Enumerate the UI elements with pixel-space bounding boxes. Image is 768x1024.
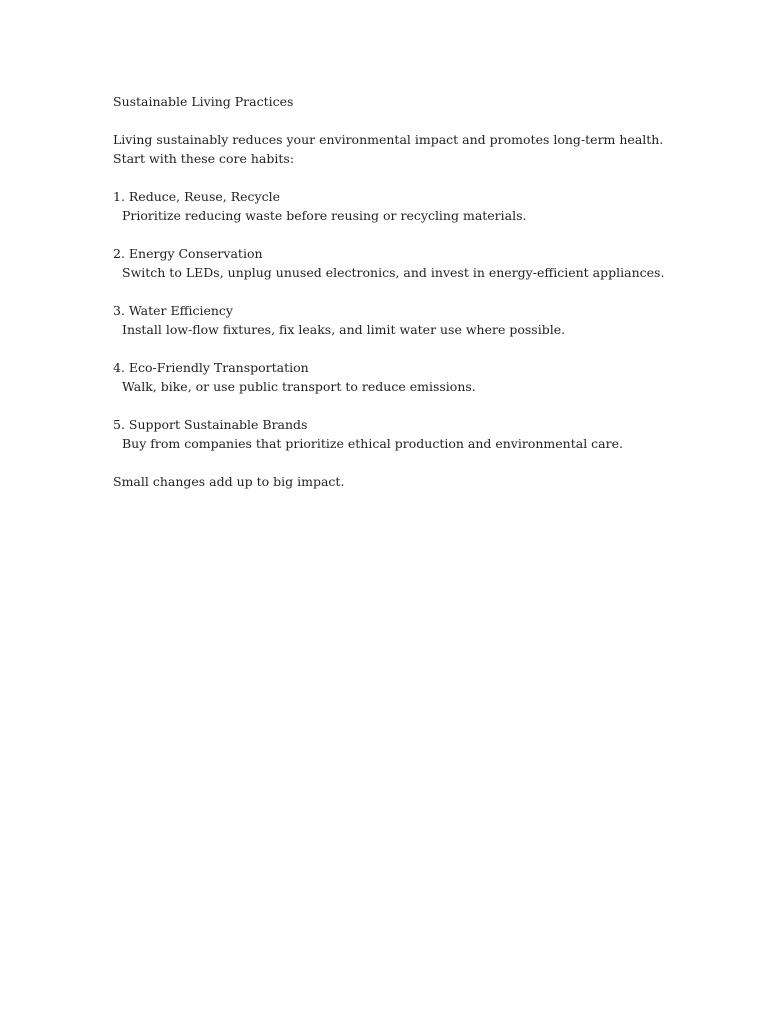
closing-line: Small changes add up to big impact. [113,474,345,489]
spacer [113,453,713,472]
spacer [113,111,713,130]
document-body [113,92,713,491]
spacer [113,396,713,415]
item-heading: 1. Reduce, Reuse, Recycle [113,189,280,204]
item-detail: Prioritize reducing waste before reusing or recycling materials. [122,208,527,223]
spacer [113,168,713,187]
intro-line-1: Living sustainably reduces your environmental impact and promotes long-term health. [113,132,664,147]
list-item [113,415,713,453]
item-heading: 2. Energy Conservation [113,246,263,261]
item-detail: Buy from companies that prioritize ethical production and environmental care. [122,436,623,451]
item-heading: 3. Water Efficiency [113,303,233,318]
spacer [113,225,713,244]
item-detail: Walk, bike, or use public transport to reduce emissions. [122,379,476,394]
list-item [113,187,713,225]
item-detail: Install low-flow fixtures, fix leaks, and limit water use where possible. [122,322,566,337]
intro-line-2: Start with these core habits: [113,151,295,166]
spacer [113,339,713,358]
list-item [113,301,713,339]
document-title: Sustainable Living Practices [113,94,294,109]
item-heading: 5. Support Sustainable Brands [113,417,308,432]
item-heading: 4. Eco-Friendly Transportation [113,360,309,375]
list-item [113,244,713,282]
item-detail: Switch to LEDs, unplug unused electronics, and invest in energy-efficient appliances. [122,265,665,280]
list-item [113,358,713,396]
spacer [113,282,713,301]
